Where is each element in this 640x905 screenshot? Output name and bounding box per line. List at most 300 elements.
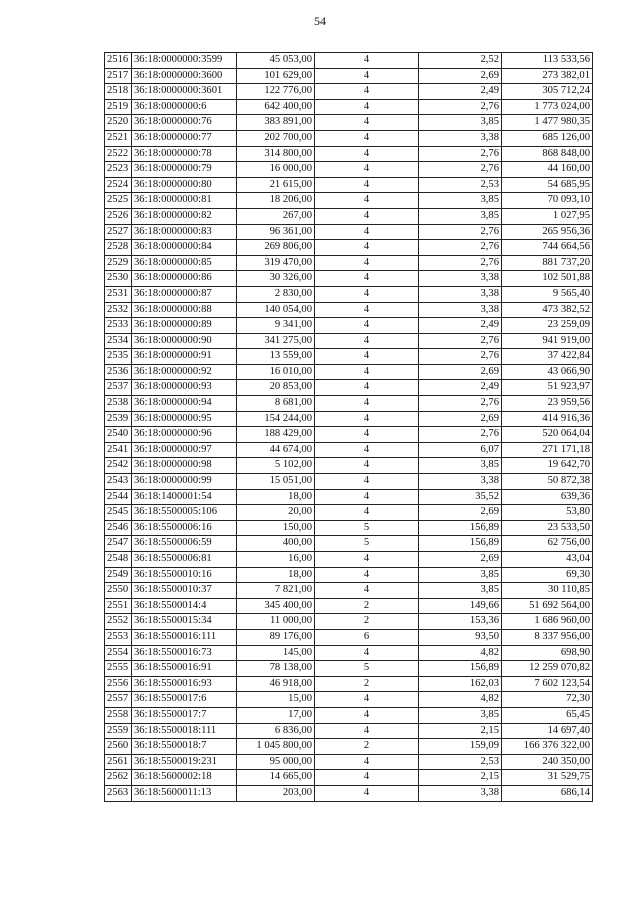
table-row [105, 193, 593, 209]
table-row [105, 552, 593, 568]
specific-value-cell: 2,76 [419, 162, 502, 178]
row-number-cell: 2557 [105, 692, 132, 708]
area-cell: 267,00 [237, 208, 315, 224]
specific-value-cell: 2,49 [419, 318, 502, 334]
group-code-cell: 4 [315, 552, 419, 568]
specific-value-cell: 2,15 [419, 770, 502, 786]
group-code-cell: 4 [315, 286, 419, 302]
specific-value-cell: 2,69 [419, 68, 502, 84]
specific-value-cell: 3,85 [419, 115, 502, 131]
cadastral-value-cell: 37 422,84 [502, 349, 593, 365]
table-row [105, 53, 593, 69]
table-row [105, 240, 593, 256]
cadastral-value-cell: 9 565,40 [502, 286, 593, 302]
group-code-cell: 4 [315, 349, 419, 365]
cadastral-value-cell: 12 259 070,82 [502, 661, 593, 677]
specific-value-cell: 2,49 [419, 380, 502, 396]
row-number-cell: 2544 [105, 489, 132, 505]
area-cell: 95 000,00 [237, 754, 315, 770]
group-code-cell: 4 [315, 364, 419, 380]
cadastral-number-cell: 36:18:5500016:93 [132, 676, 237, 692]
specific-value-cell: 153,36 [419, 614, 502, 630]
specific-value-cell: 156,89 [419, 536, 502, 552]
specific-value-cell: 2,76 [419, 396, 502, 412]
cadastral-value-cell: 23 259,09 [502, 318, 593, 334]
cadastral-value-cell: 53,80 [502, 505, 593, 521]
table-row [105, 162, 593, 178]
row-number-cell: 2550 [105, 583, 132, 599]
cadastral-number-cell: 36:18:0000000:76 [132, 115, 237, 131]
cadastral-number-cell: 36:18:0000000:96 [132, 427, 237, 443]
group-code-cell: 4 [315, 99, 419, 115]
group-code-cell: 4 [315, 68, 419, 84]
group-code-cell: 4 [315, 396, 419, 412]
table-row [105, 396, 593, 412]
specific-value-cell: 2,76 [419, 99, 502, 115]
area-cell: 89 176,00 [237, 629, 315, 645]
row-number-cell: 2560 [105, 739, 132, 755]
table-row [105, 692, 593, 708]
group-code-cell: 4 [315, 53, 419, 69]
cadastral-value-cell: 520 064,04 [502, 427, 593, 443]
cadastral-number-cell: 36:18:0000000:90 [132, 333, 237, 349]
area-cell: 96 361,00 [237, 224, 315, 240]
row-number-cell: 2518 [105, 84, 132, 100]
specific-value-cell: 3,38 [419, 785, 502, 801]
specific-value-cell: 3,85 [419, 193, 502, 209]
cadastral-value-cell: 102 501,88 [502, 271, 593, 287]
cadastral-number-cell: 36:18:5500006:59 [132, 536, 237, 552]
cadastral-number-cell: 36:18:5500006:16 [132, 520, 237, 536]
specific-value-cell: 2,69 [419, 411, 502, 427]
table-row [105, 676, 593, 692]
group-code-cell: 4 [315, 754, 419, 770]
area-cell: 150,00 [237, 520, 315, 536]
group-code-cell: 4 [315, 146, 419, 162]
row-number-cell: 2531 [105, 286, 132, 302]
area-cell: 16,00 [237, 552, 315, 568]
table-row [105, 318, 593, 334]
table-row [105, 286, 593, 302]
area-cell: 1 045 800,00 [237, 739, 315, 755]
table-row [105, 427, 593, 443]
row-number-cell: 2525 [105, 193, 132, 209]
specific-value-cell: 2,52 [419, 53, 502, 69]
area-cell: 17,00 [237, 707, 315, 723]
cadastral-number-cell: 36:18:5500016:111 [132, 629, 237, 645]
specific-value-cell: 162,03 [419, 676, 502, 692]
specific-value-cell: 93,50 [419, 629, 502, 645]
table-row [105, 505, 593, 521]
area-cell: 20,00 [237, 505, 315, 521]
group-code-cell: 4 [315, 474, 419, 490]
specific-value-cell: 2,76 [419, 240, 502, 256]
group-code-cell: 4 [315, 162, 419, 178]
specific-value-cell: 3,85 [419, 583, 502, 599]
area-cell: 269 806,00 [237, 240, 315, 256]
table-row [105, 271, 593, 287]
specific-value-cell: 4,82 [419, 692, 502, 708]
area-cell: 6 836,00 [237, 723, 315, 739]
group-code-cell: 4 [315, 645, 419, 661]
area-cell: 203,00 [237, 785, 315, 801]
area-cell: 383 891,00 [237, 115, 315, 131]
row-number-cell: 2535 [105, 349, 132, 365]
group-code-cell: 4 [315, 224, 419, 240]
table-row [105, 520, 593, 536]
cadastral-number-cell: 36:18:5500018:7 [132, 739, 237, 755]
row-number-cell: 2558 [105, 707, 132, 723]
group-code-cell: 5 [315, 520, 419, 536]
row-number-cell: 2541 [105, 442, 132, 458]
group-code-cell: 5 [315, 536, 419, 552]
specific-value-cell: 3,85 [419, 567, 502, 583]
cadastral-value-cell: 881 737,20 [502, 255, 593, 271]
row-number-cell: 2549 [105, 567, 132, 583]
group-code-cell: 2 [315, 614, 419, 630]
row-number-cell: 2545 [105, 505, 132, 521]
cadastral-value-cell: 273 382,01 [502, 68, 593, 84]
cadastral-number-cell: 36:18:0000000:85 [132, 255, 237, 271]
cadastral-number-cell: 36:18:5500015:34 [132, 614, 237, 630]
specific-value-cell: 35,52 [419, 489, 502, 505]
group-code-cell: 4 [315, 458, 419, 474]
cadastral-value-cell: 685 126,00 [502, 130, 593, 146]
specific-value-cell: 2,69 [419, 505, 502, 521]
area-cell: 5 102,00 [237, 458, 315, 474]
specific-value-cell: 156,89 [419, 661, 502, 677]
row-number-cell: 2542 [105, 458, 132, 474]
group-code-cell: 2 [315, 739, 419, 755]
cadastral-value-cell: 62 756,00 [502, 536, 593, 552]
cadastral-value-cell: 7 602 123,54 [502, 676, 593, 692]
area-cell: 341 275,00 [237, 333, 315, 349]
cadastral-number-cell: 36:18:5500017:6 [132, 692, 237, 708]
cadastral-number-cell: 36:18:0000000:94 [132, 396, 237, 412]
cadastral-value-cell: 744 664,56 [502, 240, 593, 256]
group-code-cell: 4 [315, 411, 419, 427]
cadastral-number-cell: 36:18:0000000:88 [132, 302, 237, 318]
group-code-cell: 4 [315, 130, 419, 146]
cadastral-value-cell: 65,45 [502, 707, 593, 723]
specific-value-cell: 2,69 [419, 552, 502, 568]
table-row [105, 754, 593, 770]
row-number-cell: 2522 [105, 146, 132, 162]
specific-value-cell: 3,85 [419, 707, 502, 723]
table-row [105, 224, 593, 240]
row-number-cell: 2540 [105, 427, 132, 443]
cadastral-value-cell: 43 066,90 [502, 364, 593, 380]
specific-value-cell: 3,38 [419, 130, 502, 146]
table-row [105, 364, 593, 380]
group-code-cell: 4 [315, 707, 419, 723]
specific-value-cell: 3,38 [419, 271, 502, 287]
table-row [105, 146, 593, 162]
group-code-cell: 4 [315, 333, 419, 349]
cadastral-number-cell: 36:18:5500010:37 [132, 583, 237, 599]
area-cell: 78 138,00 [237, 661, 315, 677]
cadastral-value-cell: 166 376 322,00 [502, 739, 593, 755]
cadastral-value-cell: 868 848,00 [502, 146, 593, 162]
cadastral-value-cell: 473 382,52 [502, 302, 593, 318]
row-number-cell: 2534 [105, 333, 132, 349]
table-row [105, 208, 593, 224]
group-code-cell: 4 [315, 84, 419, 100]
row-number-cell: 2536 [105, 364, 132, 380]
cadastral-number-cell: 36:18:0000000:77 [132, 130, 237, 146]
group-code-cell: 4 [315, 208, 419, 224]
specific-value-cell: 2,69 [419, 364, 502, 380]
cadastral-number-cell: 36:18:0000000:3600 [132, 68, 237, 84]
specific-value-cell: 2,76 [419, 349, 502, 365]
row-number-cell: 2533 [105, 318, 132, 334]
cadastral-value-cell: 31 529,75 [502, 770, 593, 786]
cadastral-number-cell: 36:18:5500016:73 [132, 645, 237, 661]
specific-value-cell: 3,38 [419, 302, 502, 318]
cadastral-number-cell: 36:18:0000000:89 [132, 318, 237, 334]
area-cell: 20 853,00 [237, 380, 315, 396]
specific-value-cell: 2,76 [419, 427, 502, 443]
area-cell: 18,00 [237, 489, 315, 505]
specific-value-cell: 3,85 [419, 208, 502, 224]
table-row [105, 785, 593, 801]
row-number-cell: 2520 [105, 115, 132, 131]
cadastral-number-cell: 36:18:0000000:6 [132, 99, 237, 115]
cadastral-value-cell: 941 919,00 [502, 333, 593, 349]
area-cell: 314 800,00 [237, 146, 315, 162]
row-number-cell: 2537 [105, 380, 132, 396]
area-cell: 11 000,00 [237, 614, 315, 630]
cadastral-number-cell: 36:18:5500017:7 [132, 707, 237, 723]
area-cell: 642 400,00 [237, 99, 315, 115]
area-cell: 30 326,00 [237, 271, 315, 287]
table-row [105, 583, 593, 599]
area-cell: 345 400,00 [237, 598, 315, 614]
cadastral-number-cell: 36:18:0000000:80 [132, 177, 237, 193]
cadastral-value-cell: 414 916,36 [502, 411, 593, 427]
cadastral-value-cell: 698,90 [502, 645, 593, 661]
cadastral-value-cell: 54 685,95 [502, 177, 593, 193]
row-number-cell: 2553 [105, 629, 132, 645]
row-number-cell: 2563 [105, 785, 132, 801]
cadastral-number-cell: 36:18:5500010:16 [132, 567, 237, 583]
area-cell: 202 700,00 [237, 130, 315, 146]
area-cell: 15 051,00 [237, 474, 315, 490]
group-code-cell: 4 [315, 177, 419, 193]
area-cell: 2 830,00 [237, 286, 315, 302]
table-row [105, 723, 593, 739]
cadastral-number-cell: 36:18:0000000:84 [132, 240, 237, 256]
row-number-cell: 2530 [105, 271, 132, 287]
area-cell: 44 674,00 [237, 442, 315, 458]
row-number-cell: 2551 [105, 598, 132, 614]
table-row [105, 598, 593, 614]
row-number-cell: 2517 [105, 68, 132, 84]
row-number-cell: 2559 [105, 723, 132, 739]
cadastral-number-cell: 36:18:0000000:99 [132, 474, 237, 490]
row-number-cell: 2561 [105, 754, 132, 770]
cadastral-value-cell: 19 642,70 [502, 458, 593, 474]
area-cell: 145,00 [237, 645, 315, 661]
group-code-cell: 4 [315, 723, 419, 739]
group-code-cell: 4 [315, 489, 419, 505]
cadastral-number-cell: 36:18:0000000:93 [132, 380, 237, 396]
specific-value-cell: 2,53 [419, 754, 502, 770]
table-row [105, 770, 593, 786]
cadastral-value-cell: 686,14 [502, 785, 593, 801]
area-cell: 16 010,00 [237, 364, 315, 380]
area-cell: 101 629,00 [237, 68, 315, 84]
specific-value-cell: 6,07 [419, 442, 502, 458]
table-row [105, 567, 593, 583]
specific-value-cell: 2,76 [419, 146, 502, 162]
cadastral-value-cell: 240 350,00 [502, 754, 593, 770]
table-row [105, 115, 593, 131]
row-number-cell: 2527 [105, 224, 132, 240]
cadastral-value-cell: 8 337 956,00 [502, 629, 593, 645]
cadastral-value-cell: 265 956,36 [502, 224, 593, 240]
area-cell: 400,00 [237, 536, 315, 552]
table-row [105, 99, 593, 115]
cadastral-number-cell: 36:18:0000000:92 [132, 364, 237, 380]
cadastral-number-cell: 36:18:0000000:82 [132, 208, 237, 224]
cadastral-value-cell: 23 533,50 [502, 520, 593, 536]
cadastral-number-cell: 36:18:0000000:86 [132, 271, 237, 287]
cadastral-number-cell: 36:18:5600002:18 [132, 770, 237, 786]
cadastral-value-cell: 72,30 [502, 692, 593, 708]
area-cell: 188 429,00 [237, 427, 315, 443]
cadastral-number-cell: 36:18:5500016:91 [132, 661, 237, 677]
cadastral-number-cell: 36:18:1400001:54 [132, 489, 237, 505]
area-cell: 7 821,00 [237, 583, 315, 599]
group-code-cell: 4 [315, 583, 419, 599]
group-code-cell: 4 [315, 442, 419, 458]
area-cell: 45 053,00 [237, 53, 315, 69]
specific-value-cell: 4,82 [419, 645, 502, 661]
group-code-cell: 4 [315, 567, 419, 583]
group-code-cell: 4 [315, 193, 419, 209]
table-row [105, 349, 593, 365]
area-cell: 9 341,00 [237, 318, 315, 334]
table-row [105, 130, 593, 146]
row-number-cell: 2528 [105, 240, 132, 256]
area-cell: 13 559,00 [237, 349, 315, 365]
cadastral-value-cell: 1 477 980,35 [502, 115, 593, 131]
group-code-cell: 4 [315, 427, 419, 443]
specific-value-cell: 159,09 [419, 739, 502, 755]
table-row [105, 68, 593, 84]
area-cell: 8 681,00 [237, 396, 315, 412]
specific-value-cell: 2,76 [419, 255, 502, 271]
cadastral-number-cell: 36:18:0000000:97 [132, 442, 237, 458]
table-row [105, 645, 593, 661]
cadastral-value-cell: 639,36 [502, 489, 593, 505]
area-cell: 46 918,00 [237, 676, 315, 692]
group-code-cell: 6 [315, 629, 419, 645]
table-body [105, 53, 593, 802]
area-cell: 18,00 [237, 567, 315, 583]
row-number-cell: 2543 [105, 474, 132, 490]
cadastral-number-cell: 36:18:0000000:78 [132, 146, 237, 162]
specific-value-cell: 2,49 [419, 84, 502, 100]
specific-value-cell: 3,38 [419, 286, 502, 302]
cadastral-number-cell: 36:18:5600011:13 [132, 785, 237, 801]
area-cell: 16 000,00 [237, 162, 315, 178]
specific-value-cell: 3,38 [419, 474, 502, 490]
specific-value-cell: 156,89 [419, 520, 502, 536]
specific-value-cell: 2,76 [419, 333, 502, 349]
group-code-cell: 4 [315, 271, 419, 287]
table-row [105, 707, 593, 723]
group-code-cell: 4 [315, 240, 419, 256]
specific-value-cell: 149,66 [419, 598, 502, 614]
area-cell: 15,00 [237, 692, 315, 708]
area-cell: 18 206,00 [237, 193, 315, 209]
cadastral-value-cell: 44 160,00 [502, 162, 593, 178]
cadastral-value-cell: 271 171,18 [502, 442, 593, 458]
cadastral-number-cell: 36:18:0000000:79 [132, 162, 237, 178]
cadastral-value-cell: 43,04 [502, 552, 593, 568]
specific-value-cell: 2,53 [419, 177, 502, 193]
cadastral-value-cell: 1 686 960,00 [502, 614, 593, 630]
row-number-cell: 2554 [105, 645, 132, 661]
table-row [105, 614, 593, 630]
group-code-cell: 4 [315, 255, 419, 271]
area-cell: 122 776,00 [237, 84, 315, 100]
cadastral-number-cell: 36:18:5500019:231 [132, 754, 237, 770]
table-row [105, 333, 593, 349]
cadastral-number-cell: 36:18:0000000:98 [132, 458, 237, 474]
cadastral-value-cell: 51 692 564,00 [502, 598, 593, 614]
row-number-cell: 2547 [105, 536, 132, 552]
table-row [105, 411, 593, 427]
table-row [105, 489, 593, 505]
cadastral-number-cell: 36:18:5500018:111 [132, 723, 237, 739]
table-row [105, 442, 593, 458]
group-code-cell: 4 [315, 785, 419, 801]
row-number-cell: 2548 [105, 552, 132, 568]
cadastral-value-cell: 69,30 [502, 567, 593, 583]
cadastral-value-cell: 51 923,97 [502, 380, 593, 396]
cadastral-value-cell: 305 712,24 [502, 84, 593, 100]
table-row [105, 302, 593, 318]
cadastral-number-cell: 36:18:0000000:81 [132, 193, 237, 209]
group-code-cell: 2 [315, 676, 419, 692]
cadastral-value-cell: 30 110,85 [502, 583, 593, 599]
table-row [105, 177, 593, 193]
cadastral-value-cell: 50 872,38 [502, 474, 593, 490]
row-number-cell: 2519 [105, 99, 132, 115]
row-number-cell: 2521 [105, 130, 132, 146]
group-code-cell: 5 [315, 661, 419, 677]
page-number: 54 [314, 14, 326, 28]
table-row [105, 629, 593, 645]
group-code-cell: 4 [315, 692, 419, 708]
specific-value-cell: 2,76 [419, 224, 502, 240]
row-number-cell: 2552 [105, 614, 132, 630]
cadastral-number-cell: 36:18:5500006:81 [132, 552, 237, 568]
row-number-cell: 2555 [105, 661, 132, 677]
cadastral-number-cell: 36:18:0000000:3601 [132, 84, 237, 100]
area-cell: 21 615,00 [237, 177, 315, 193]
row-number-cell: 2524 [105, 177, 132, 193]
cadastral-value-cell: 14 697,40 [502, 723, 593, 739]
cadastral-value-cell: 113 533,56 [502, 53, 593, 69]
row-number-cell: 2546 [105, 520, 132, 536]
group-code-cell: 2 [315, 598, 419, 614]
table-row [105, 661, 593, 677]
table-row [105, 536, 593, 552]
